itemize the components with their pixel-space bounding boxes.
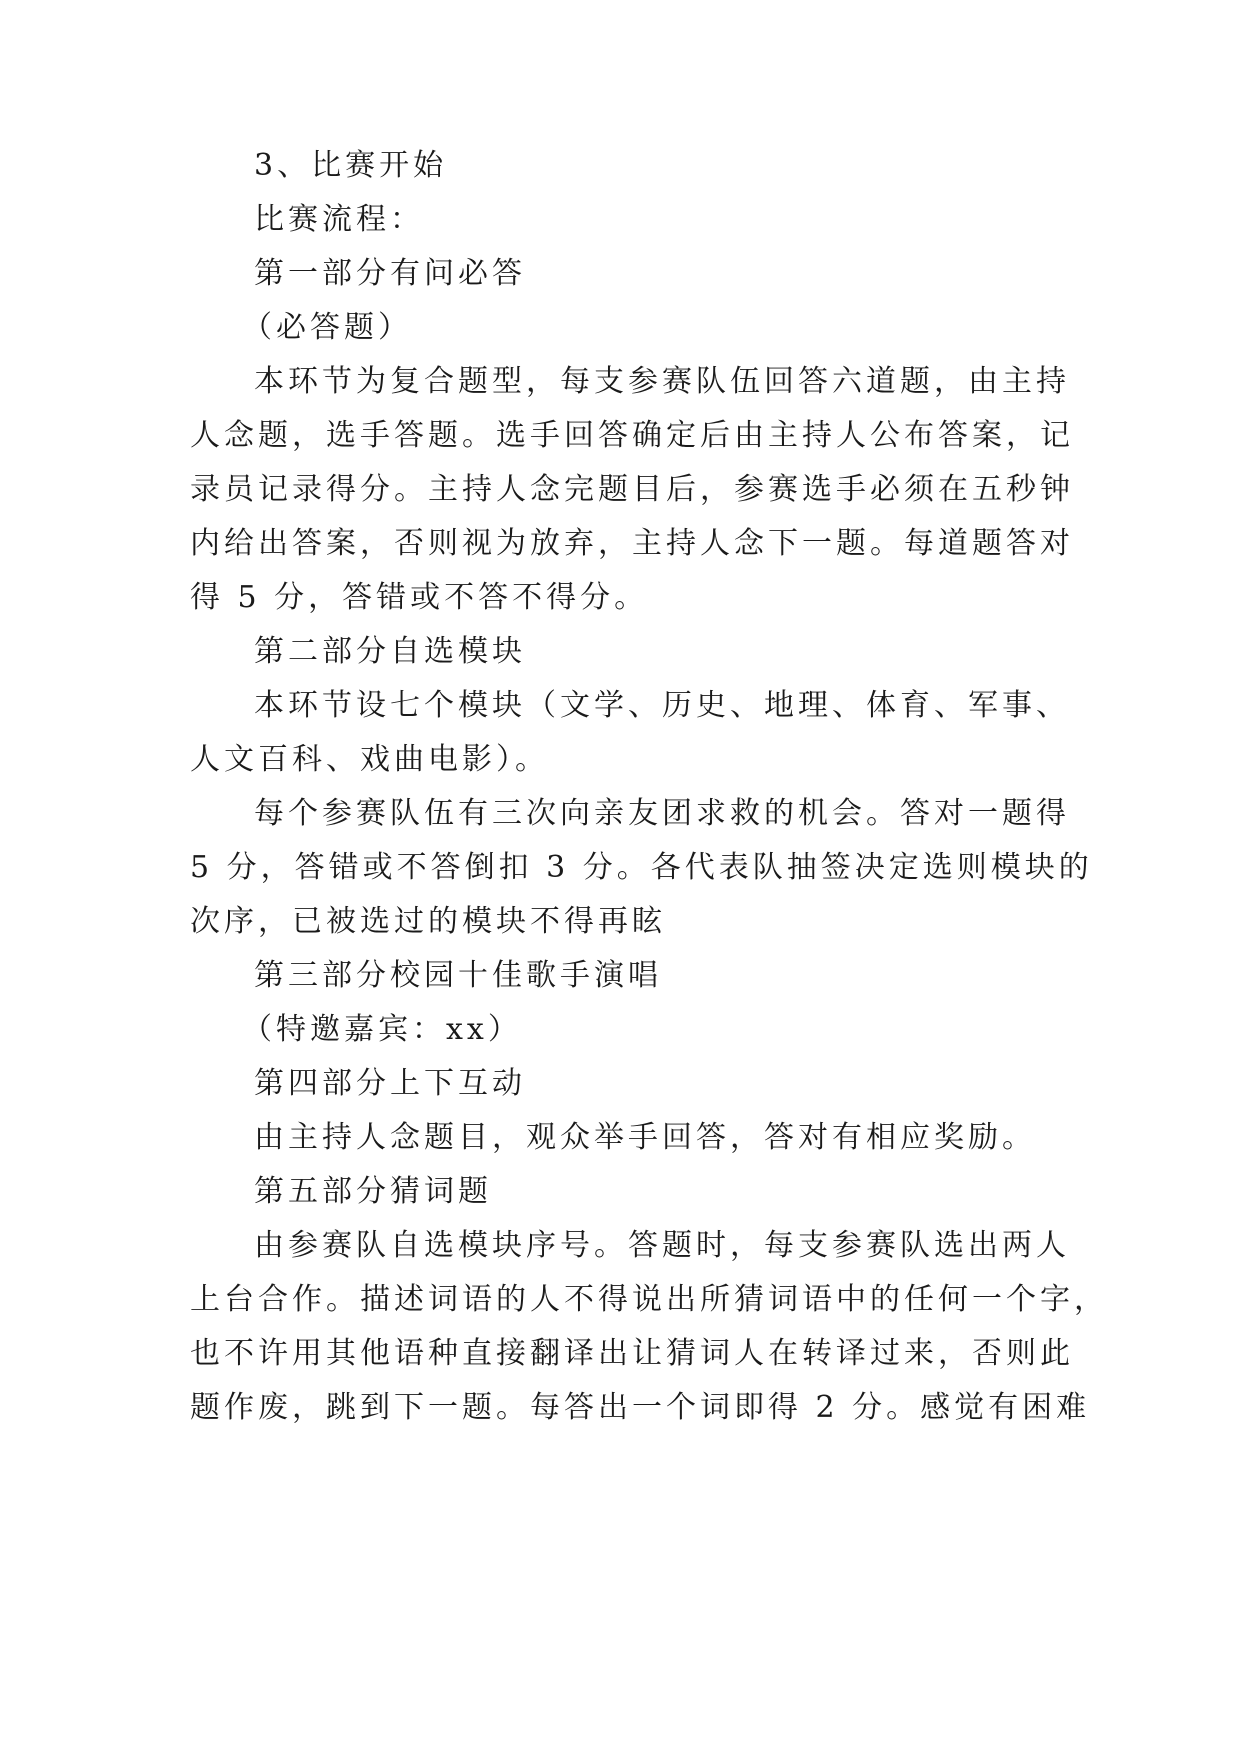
part-note: （必答题） xyxy=(242,310,412,345)
paragraph-line: 题作废，跳到下一题。每答出一个词即得 2 分。感觉有困难 xyxy=(190,1390,1091,1425)
section-heading: 3、比赛开始 xyxy=(254,148,448,183)
paragraph-line: 次序，已被选过的模块不得再眩 xyxy=(190,904,666,939)
paragraph-line: 由参赛队自选模块序号。答题时，每支参赛队选出两人 xyxy=(254,1228,1070,1263)
paragraph-line: 人念题，选手答题。选手回答确定后由主持人公布答案，记 xyxy=(190,418,1074,453)
subheading-flow: 比赛流程： xyxy=(254,202,424,237)
paragraph-line: 每个参赛队伍有三次向亲友团求救的机会。答对一题得 xyxy=(254,796,1070,831)
paragraph-line: 人文百科、戏曲电影）。 xyxy=(190,742,549,777)
part-note: （特邀嘉宾：xx） xyxy=(242,1012,522,1047)
paragraph-line: 本环节设七个模块（文学、历史、地理、体育、军事、 xyxy=(254,688,1070,723)
paragraph-line: 录员记录得分。主持人念完题目后，参赛选手必须在五秒钟 xyxy=(190,472,1074,507)
part-heading: 第一部分有问必答 xyxy=(254,256,526,291)
part-heading: 第五部分猜词题 xyxy=(254,1174,492,1209)
paragraph-line: 5 分，答错或不答倒扣 3 分。各代表队抽签决定选则模块的 xyxy=(190,850,1093,885)
paragraph-line: 得 5 分，答错或不答不得分。 xyxy=(190,580,649,615)
paragraph-line: 内给出答案，否则视为放弃，主持人念下一题。每道题答对 xyxy=(190,526,1074,561)
part-heading: 第三部分校园十佳歌手演唱 xyxy=(254,958,662,993)
paragraph-line: 也不许用其他语种直接翻译出让猜词人在转译过来，否则此 xyxy=(190,1336,1074,1371)
part-heading: 第二部分自选模块 xyxy=(254,634,526,669)
part-heading: 第四部分上下互动 xyxy=(254,1066,526,1101)
paragraph-line: 上台合作。描述词语的人不得说出所猜词语中的任何一个字， xyxy=(190,1282,1108,1317)
paragraph-line: 由主持人念题目，观众举手回答，答对有相应奖励。 xyxy=(254,1120,1036,1155)
paragraph-line: 本环节为复合题型，每支参赛队伍回答六道题，由主持 xyxy=(254,364,1070,399)
